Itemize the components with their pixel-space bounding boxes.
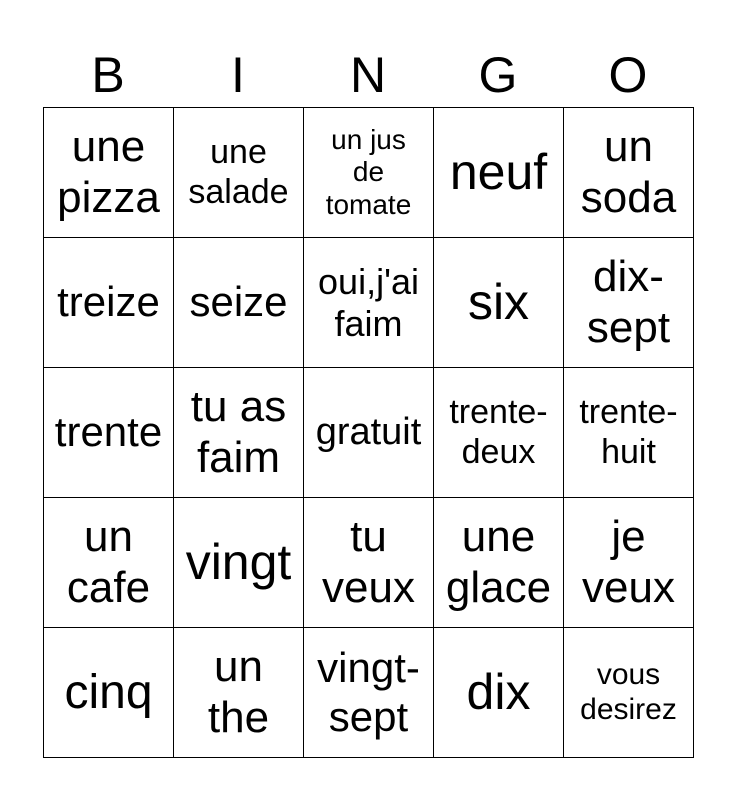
bingo-cell[interactable]: vingt- sept: [304, 628, 434, 758]
bingo-cell[interactable]: une salade: [174, 108, 304, 238]
bingo-cell[interactable]: gratuit: [304, 368, 434, 498]
bingo-cell[interactable]: oui,j'ai faim: [304, 238, 434, 368]
header-letter-b: B: [91, 47, 125, 103]
header-letter-o: O: [608, 47, 648, 103]
bingo-cell[interactable]: une glace: [434, 498, 564, 628]
bingo-cell[interactable]: vingt: [174, 498, 304, 628]
bingo-cell[interactable]: trente- huit: [564, 368, 694, 498]
bingo-cell[interactable]: trente- deux: [434, 368, 564, 498]
grid-row: [44, 368, 694, 498]
grid-row: [44, 108, 694, 238]
grid-row: [44, 498, 694, 628]
bingo-cell[interactable]: un soda: [564, 108, 694, 238]
bingo-cell[interactable]: tu veux: [304, 498, 434, 628]
header-letter-g: G: [478, 47, 518, 103]
bingo-cell[interactable]: dix: [434, 628, 564, 758]
bingo-cell[interactable]: six: [434, 238, 564, 368]
header-letter-n: N: [349, 47, 387, 103]
bingo-cell[interactable]: tu as faim: [174, 368, 304, 498]
bingo-cell[interactable]: neuf: [434, 108, 564, 238]
bingo-header: [43, 44, 693, 106]
bingo-cell[interactable]: trente: [44, 368, 174, 498]
bingo-cell[interactable]: une pizza: [44, 108, 174, 238]
grid-row: [44, 238, 694, 368]
bingo-cell[interactable]: dix- sept: [564, 238, 694, 368]
grid-row: [44, 628, 694, 758]
bingo-grid: [43, 107, 694, 758]
bingo-cell[interactable]: seize: [174, 238, 304, 368]
bingo-cell[interactable]: un jus de tomate: [304, 108, 434, 238]
bingo-cell[interactable]: je veux: [564, 498, 694, 628]
header-letter-i: I: [231, 47, 245, 103]
bingo-cell[interactable]: treize: [44, 238, 174, 368]
bingo-cell[interactable]: un the: [174, 628, 304, 758]
bingo-cell[interactable]: un cafe: [44, 498, 174, 628]
bingo-cell[interactable]: cinq: [44, 628, 174, 758]
bingo-cell[interactable]: vous desirez: [564, 628, 694, 758]
